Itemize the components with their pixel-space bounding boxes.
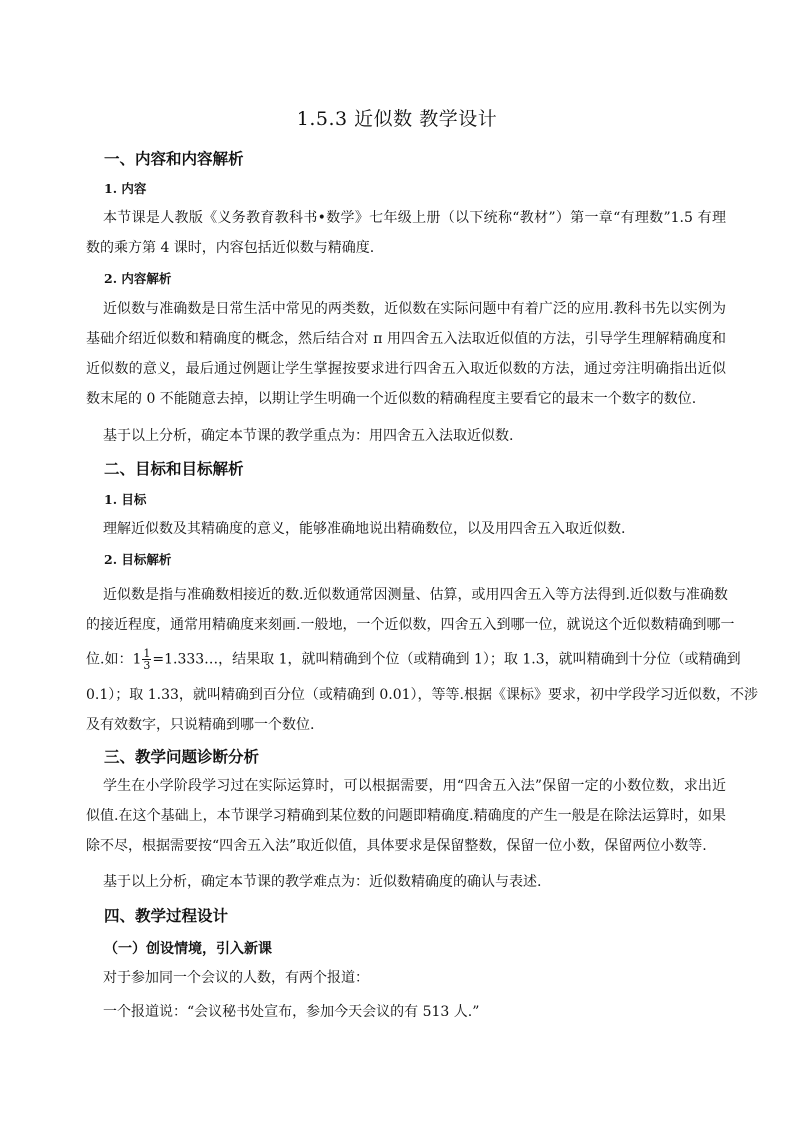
section-2-sub-2: 2. 目标解析 bbox=[104, 552, 172, 567]
fraction-denominator: 3 bbox=[143, 659, 151, 672]
line-3-end: =1.333…，结果取 1，就叫精确到个位（或精确到 1）；取 1.3，就叫精确到十分位（或精确到 bbox=[152, 651, 741, 668]
section-1-paragraph-3: 基于以上分析，确定本节课的教学重点为：用四舍五入法取近似数. bbox=[103, 428, 514, 444]
section-2-line-5: 及有效数字，只说精确到哪一个数位. bbox=[86, 717, 315, 733]
section-2-line-3 bbox=[86, 648, 741, 671]
section-4-heading: 四、教学过程设计 bbox=[104, 906, 229, 925]
section-1-heading: 一、内容和内容解析 bbox=[104, 149, 244, 168]
section-2-sub-1: 1. 目标 bbox=[104, 492, 147, 507]
line-3-start: 位.如：1 bbox=[86, 651, 142, 668]
fraction-one-third bbox=[142, 648, 151, 671]
section-2-line-4: 0.1）；取 1.33，就叫精确到百分位（或精确到 0.01），等等.根据《课标》要求，初中学段学习近似数，不涉 bbox=[86, 687, 758, 703]
section-1-paragraph-2: 近似数与准确数是日常生活中常见的两类数，近似数在实际问题中有着广泛的应用.教科书先以实例为基础介绍近似数和精确度的概念，然后结合对 π 用四舍五入法取近似值的方法，引导学生理解精确度和近似数的意义，最后通过例题让学生掌握按要求进行四舍五入取近似数的方法，通过旁注明确指出近似数末尾的 0 不能随意去掉，以期让学生明确一个近似数的精确程度主要看它的最末一个数字的数位. bbox=[86, 301, 726, 407]
section-4-sub-1: （一）创设情境，引入新课 bbox=[104, 941, 272, 957]
section-1-sub-1: 1. 内容 bbox=[104, 181, 147, 196]
section-2-heading: 二、目标和目标解析 bbox=[104, 459, 244, 478]
section-3-heading: 三、教学问题诊断分析 bbox=[104, 747, 260, 766]
section-2-paragraph-1: 理解近似数及其精确度的意义，能够准确地说出精确数位，以及用四舍五入取近似数. bbox=[103, 521, 626, 537]
section-1-paragraph-1: 本节课是人教版《义务教育教科书•数学》七年级上册（以下统称“教材”）第一章“有理数”1.5 有理数的乘方第 4 课时，内容包括近似数与精确度. bbox=[86, 210, 726, 256]
section-3-paragraph-1: 学生在小学阶段学习过在实际运算时，可以根据需要，用“四舍五入法”保留一定的小数位数，求出近似值.在这个基础上，本节课学习精确到某位数的问题即精确度.精确度的产生一般是在除法运算时，如果除不尽，根据需要按“四舍五入法”取近似值，具体要求是保留整数，保留一位小数，保留两位小数等. bbox=[86, 778, 726, 854]
section-3-paragraph-2: 基于以上分析，确定本节课的教学难点为：近似数精确度的确认与表述. bbox=[103, 874, 542, 890]
section-4-paragraph-2: 一个报道说：“会议秘书处宣布，参加今天会议的有 513 人.” bbox=[103, 1004, 480, 1020]
fraction-numerator: 1 bbox=[143, 647, 151, 660]
section-4-paragraph-1: 对于参加同一个会议的人数，有两个报道： bbox=[103, 970, 369, 986]
section-1-sub-2: 2. 内容解析 bbox=[104, 271, 172, 286]
section-2-line-1: 近似数是指与准确数相接近的数.近似数通常因测量、估算，或用四舍五入等方法得到.近似数与准确数 bbox=[103, 587, 728, 603]
document-title: 1.5.3 近似数 教学设计 bbox=[296, 108, 498, 130]
section-2-line-2: 的接近程度，通常用精确度来刻画.一般地，一个近似数，四舍五入到哪一位，就说这个近似数精确到哪一 bbox=[86, 617, 735, 633]
